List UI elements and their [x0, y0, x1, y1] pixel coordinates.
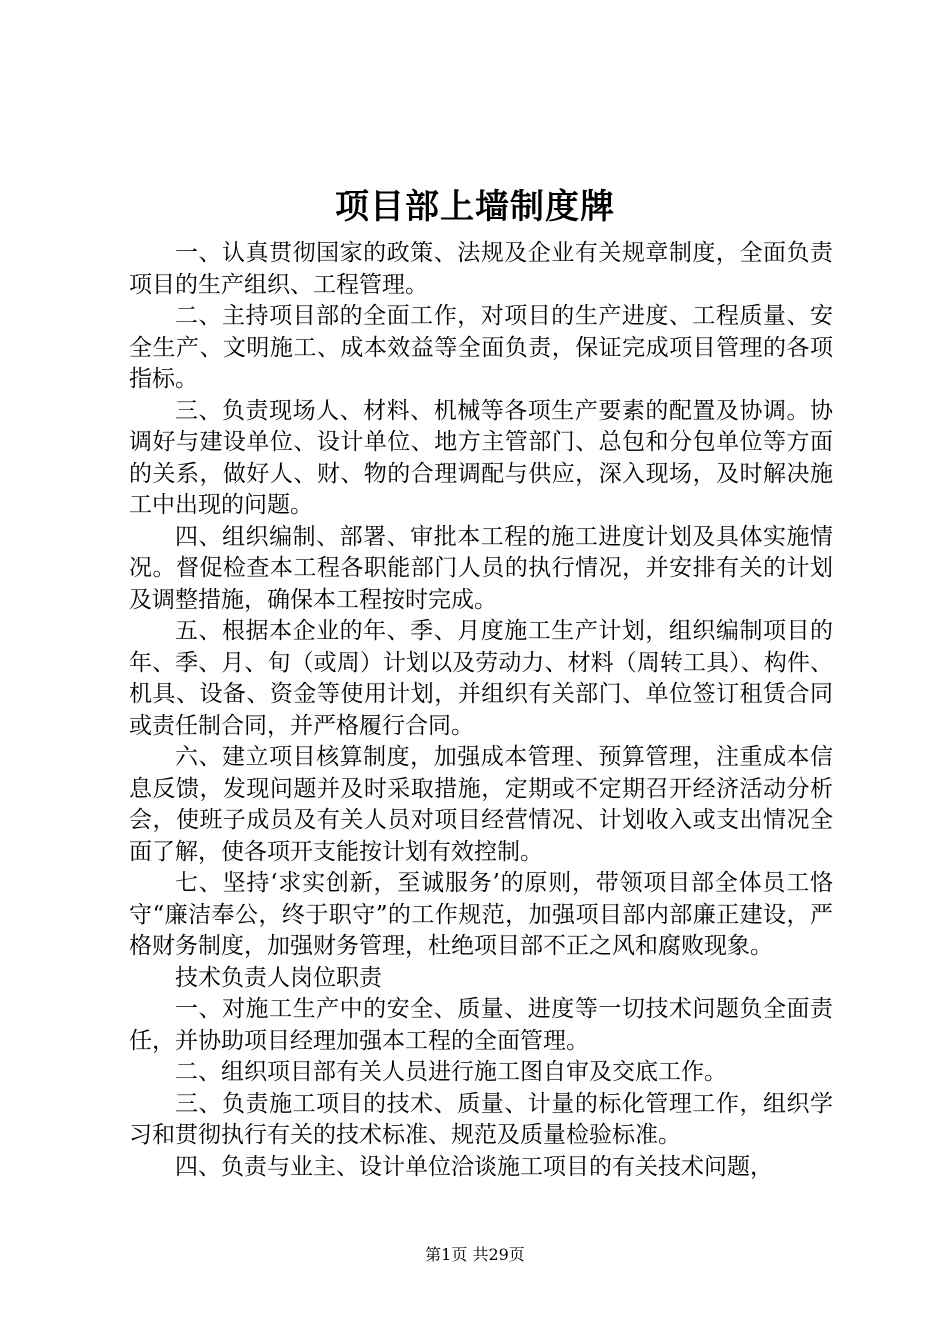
document-body: [129, 238, 833, 1183]
paragraph: 一、认真贯彻国家的政策、法规及企业有关规章制度，全面负责项目的生产组织、工程管理。: [129, 240, 833, 298]
section-heading: 技术负责人岗位职责: [175, 964, 382, 991]
page-footer: 第1页 共29页: [425, 1245, 525, 1264]
paragraph: 五、根据本企业的年、季、月度施工生产计划，组织编制项目的年、季、月、旬（或周）计划以及劳动力、材料（周转工具）、构件、机具、设备、资金等使用计划，并组织有关部门、单位签订租赁合同或责任制合同，并严格履行合同。: [129, 618, 833, 739]
paragraph: 四、负责与业主、设计单位洽谈施工项目的有关技术问题，: [175, 1153, 773, 1180]
document-title: 项目部上墙制度牌: [335, 187, 615, 227]
paragraph: 四、组织编制、部署、审批本工程的施工进度计划及具体实施情况。督促检查本工程各职能部门人员的执行情况，并安排有关的计划及调整措施，确保本工程按时完成。: [129, 523, 833, 613]
paragraph: 三、负责施工项目的技术、质量、计量的标化管理工作，组织学习和贯彻执行有关的技术标准、规范及质量检验标准。: [129, 1090, 833, 1148]
paragraph: 三、负责现场人、材料、机械等各项生产要素的配置及协调。协调好与建设单位、设计单位、地方主管部门、总包和分包单位等方面的关系，做好人、财、物的合理调配与供应，深入现场，及时解决施工中出现的问题。: [129, 397, 833, 518]
paragraph: 二、组织项目部有关人员进行施工图自审及交底工作。: [175, 1059, 727, 1085]
paragraph: 二、主持项目部的全面工作，对项目的生产进度、工程质量、安全生产、文明施工、成本效益等全面负责，保证完成项目管理的各项指标。: [129, 303, 833, 392]
paragraph: 一、对施工生产中的安全、质量、进度等一切技术问题负全面责任，并协助项目经理加强本工程的全面管理。: [129, 996, 833, 1054]
paragraph: 六、建立项目核算制度，加强成本管理、预算管理，注重成本信息反馈，发现问题并及时采取措施，定期或不定期召开经济活动分析会，使班子成员及有关人员对项目经营情况、计划收入或支出情况全面了解，使各项开支能按计划有效控制。: [129, 744, 833, 865]
paragraph: 七、坚持‘求实创新，至诚服务’的原则，带领项目部全体员工恪守“廉洁奉公，终于职守”的工作规范，加强项目部内部廉正建设，严格财务制度，加强财务管理，杜绝项目部不正之风和腐败现象。: [129, 870, 833, 959]
